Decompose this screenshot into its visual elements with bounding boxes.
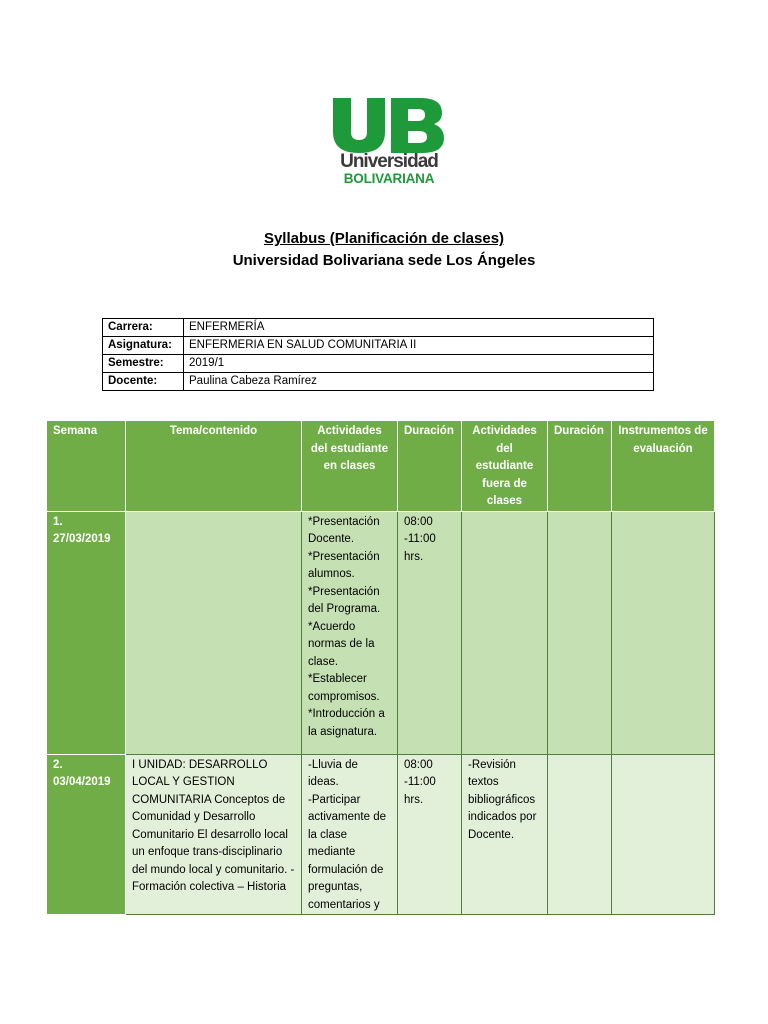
info-value: ENFERMERIA EN SALUD COMUNITARIA II [184, 337, 654, 355]
info-row-docente [103, 373, 654, 391]
logo-text-universidad: Universidad [340, 151, 438, 172]
header-actividades-fuera: Actividades del estudiante fuera de clases [462, 421, 548, 512]
cell-actividades-fuera: -Revisión textos bibliográficos indicados por Docente. [462, 754, 548, 915]
cell-instrumentos [612, 754, 715, 915]
info-key: Docente: [103, 373, 184, 391]
cell-duracion: 08:00 -11:00 hrs. [398, 511, 462, 754]
cell-duracion: 08:00 -11:00 hrs. [398, 754, 462, 915]
document-subtitle: Universidad Bolivariana sede Los Ángeles [232, 252, 536, 269]
syllabus-table [46, 420, 715, 915]
course-info-table [102, 318, 654, 391]
header-duracion: Duración [398, 421, 462, 512]
info-value: 2019/1 [184, 355, 654, 373]
header-duracion-fuera: Duración [548, 421, 612, 512]
info-key: Carrera: [103, 319, 184, 337]
cell-actividades-clase: *Presentación Docente. *Presentación alumnos. *Presentación del Programa. *Acuerdo normas de la clase. *Establecer compromisos. *Introducción a la asignatura. [302, 511, 398, 754]
cell-tema: I UNIDAD: DESARROLLO LOCAL Y GESTION COMUNITARIA Conceptos de Comunidad y Desarrollo Comunitario El desarrollo local un enfoque trans-disciplinario del mundo local y comunitario. - Formación colectiva – Historia [126, 754, 302, 915]
cell-semana: 2. 03/04/2019 [47, 754, 126, 915]
table-row [47, 754, 715, 915]
info-key: Semestre: [103, 355, 184, 373]
table-header-row [47, 421, 715, 512]
header-instrumentos: Instrumentos de evaluación [612, 421, 715, 512]
header-tema: Tema/contenido [126, 421, 302, 512]
cell-actividades-clase: -Lluvia de ideas. -Participar activamente de la clase mediante formulación de preguntas, comentarios y [302, 754, 398, 915]
table-row [47, 511, 715, 754]
cell-actividades-fuera [462, 511, 548, 754]
cell-duracion-fuera [548, 754, 612, 915]
cell-duracion-fuera [548, 511, 612, 754]
info-row-carrera [103, 319, 654, 337]
header-actividades-clase: Actividades del estudiante en clases [302, 421, 398, 512]
info-key: Asignatura: [103, 337, 184, 355]
info-value: Paulina Cabeza Ramírez [184, 373, 654, 391]
info-value: ENFERMERÍA [184, 319, 654, 337]
university-logo [330, 96, 448, 190]
cell-instrumentos [612, 511, 715, 754]
cell-semana: 1. 27/03/2019 [47, 511, 126, 754]
ub-logo-mark [330, 96, 448, 154]
logo-text-bolivariana: BOLIVARIANA [343, 171, 435, 186]
cell-tema [126, 511, 302, 754]
info-row-semestre [103, 355, 654, 373]
document-title: Syllabus (Planificación de clases) [263, 230, 505, 247]
info-row-asignatura [103, 337, 654, 355]
header-semana: Semana [47, 421, 126, 512]
